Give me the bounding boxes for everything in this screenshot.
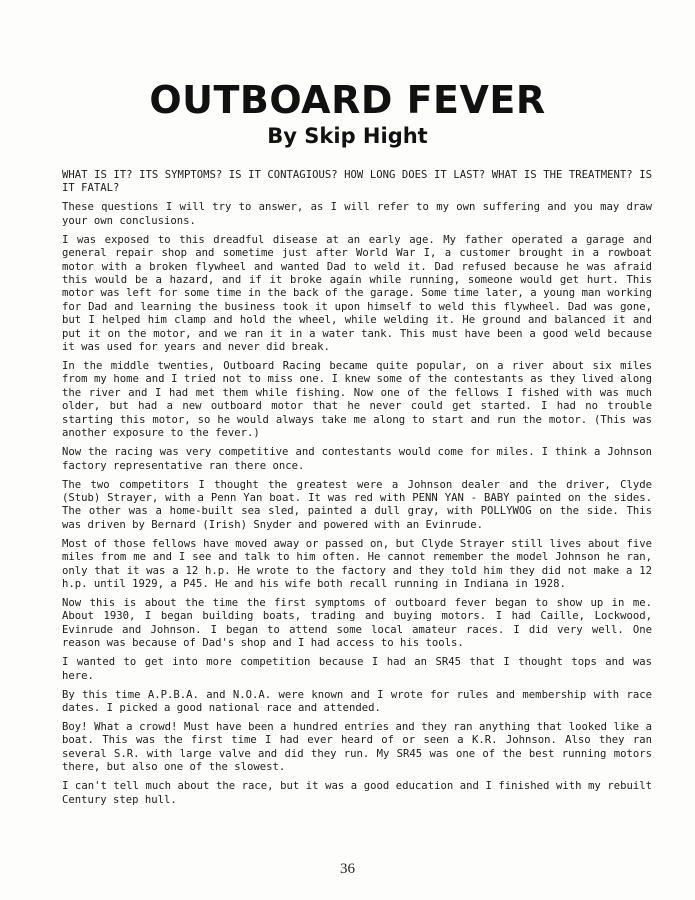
paragraph: These questions I will try to answer, as I will refer to my own suffering and you may draw your own conclusions. bbox=[62, 201, 652, 227]
paragraph: Most of those fellows have moved away or passed on, but Clyde Strayer still lives about five miles from me and I see and talk to him often. He cannot remember the model Johnson he ran, only that it was a 12 h.p. He wrote to the factory and they told him they did not make a 12 h.p. until 1929, a P45. He and his wife both recall running in Indiana in 1928. bbox=[62, 537, 652, 590]
paragraph: WHAT IS IT? ITS SYMPTOMS? IS IT CONTAGIOUS? HOW LONG DOES IT LAST? WHAT IS THE TREATMENT? IS IT FATAL? bbox=[62, 169, 652, 195]
article-title: OUTBOARD FEVER bbox=[149, 78, 546, 122]
article-byline: By Skip Hight bbox=[267, 124, 428, 148]
paragraph: Now the racing was very competitive and contestants would come for miles. I think a Johnson factory representative ran there once. bbox=[62, 446, 652, 472]
paragraph: I was exposed to this dreadful disease at an early age. My father operated a garage and general repair shop and sometime just after World War I, a customer brought in a rowboat motor with a broken flywheel and wanted Dad to weld it. Dad refused because he was afraid this would be a hazard, and if it broke again while running, someone would get hurt. This motor was left for some time in the back of the garage. Some time later, a young man working for Dad and learning the business took it upon himself to weld this flywheel. Dad was gone, but I helped him clamp and hold the wheel, while welding it. He ground and balanced it and put it on the motor, and we ran it in a water tank. This must have been a good weld because it was used for years and never did break. bbox=[62, 233, 652, 354]
paragraph: Boy! What a crowd! Must have been a hundred entries and they ran anything that looked like a boat. This was the first time I had ever heard of or seen a K.R. Johnson. Also they ran several S.R. with large valve and did they run. My SR45 was one of the best running motors there, but also one of the slowest. bbox=[62, 720, 652, 774]
paragraph: The two competitors I thought the greatest were a Johnson dealer and the driver, Clyde (Stub) Strayer, with a Penn Yan boat. It was red with PENN YAN - BABY painted on the sides. The other was a home-built sea sled, painted a dull gray, with POLLYWOG on the side. This was driven by Bernard (Irish) Snyder and powered with an Evinrude. bbox=[62, 478, 652, 531]
article-body bbox=[62, 169, 652, 813]
page-number: 36 bbox=[340, 861, 355, 877]
paragraph: I wanted to get into more competition because I had an SR45 that I thought tops and was here. bbox=[62, 656, 652, 682]
paragraph: By this time A.P.B.A. and N.O.A. were known and I wrote for rules and membership with race dates. I picked a good national race and attended. bbox=[62, 688, 652, 714]
paragraph: In the middle twenties, Outboard Racing became quite popular, on a river about six miles from my home and I tried not to miss one. I knew some of the contestants as they lived along the river and I had met them while fishing. Now one of the fellows I fished with was much older, but had a new outboard motor that he never could get started. I had no trouble starting this motor, so he would always take me along to start and run the motor. (This was another exposure to the fever.) bbox=[62, 360, 652, 440]
paragraph: Now this is about the time the first symptoms of outboard fever began to show up in me. About 1930, I began building boats, trading and buying motors. I had Caille, Lockwood, Evinrude and Johnson. I began to attend some local amateur races. I did very well. One reason was because of Dad's shop and I had access to his tools. bbox=[62, 596, 652, 650]
paragraph: I can't tell much about the race, but it was a good education and I finished with my rebuilt Century step hull. bbox=[62, 780, 652, 806]
